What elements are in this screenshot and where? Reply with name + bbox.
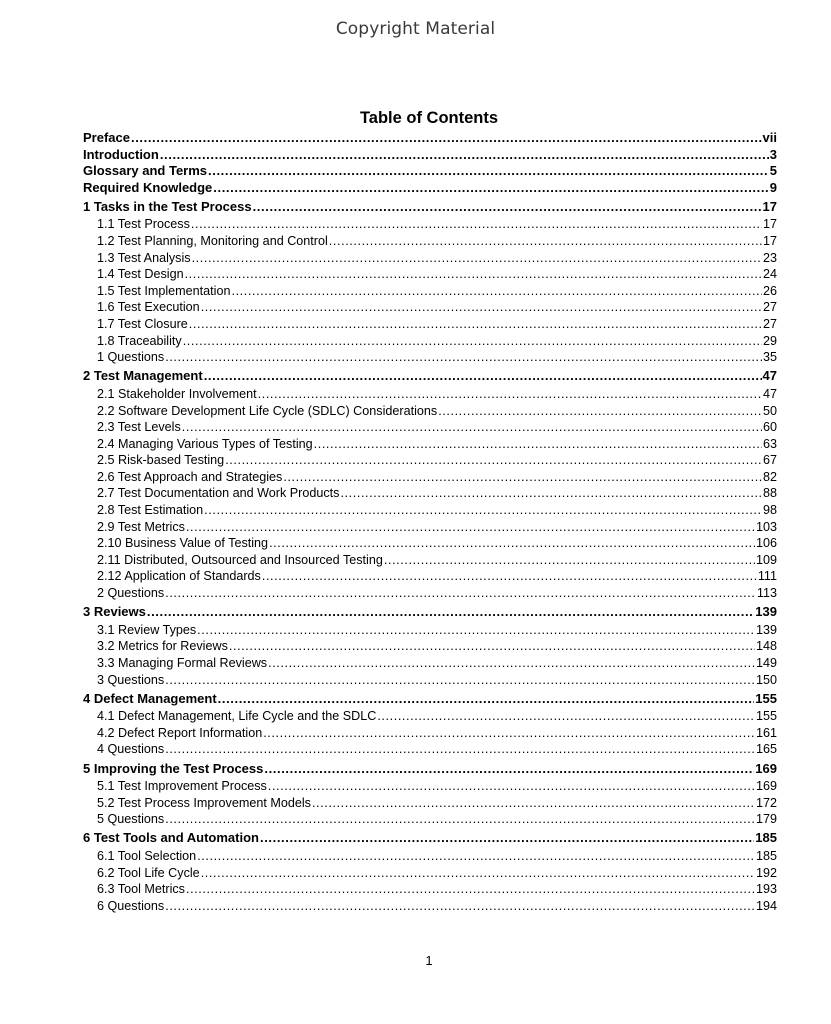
toc-chapter-entry [83, 828, 777, 848]
toc-chapter-entry [83, 130, 777, 147]
toc-section-entry [83, 436, 777, 453]
toc-entry-page: 139 [755, 622, 777, 637]
toc-dot-leader [384, 552, 755, 569]
toc-entry-page: 5 [769, 163, 777, 179]
toc-dot-leader [268, 655, 755, 672]
toc-entry-page: 139 [755, 604, 777, 620]
toc-entry-page: 27 [762, 317, 777, 332]
toc-chapter-entry [83, 366, 777, 386]
toc-entry-page: 148 [755, 639, 777, 654]
toc-entry-label: 3 Questions [97, 672, 165, 687]
toc-entry-page: 193 [755, 882, 777, 897]
toc-entry-label: 3.2 Metrics for Reviews [97, 639, 228, 654]
toc-entry-page: 103 [755, 519, 777, 534]
toc-entry-label: 6.3 Tool Metrics [97, 882, 185, 897]
toc-entry-label: Introduction [83, 146, 159, 162]
toc-entry-label: 2.6 Test Approach and Strategies [97, 469, 283, 484]
toc-entry-label: 2 Questions [97, 586, 165, 601]
toc-entry-page: 194 [755, 898, 777, 913]
toc-chapter-entry [83, 688, 777, 708]
toc-section-entry [83, 725, 777, 742]
toc-entry-page: 24 [762, 267, 777, 282]
toc-entry-label: 1.4 Test Design [97, 267, 184, 282]
toc-entry-page: 3 [769, 146, 777, 162]
toc-dot-leader [189, 316, 762, 333]
toc-dot-leader [201, 865, 755, 882]
toc-dot-leader [192, 250, 762, 267]
toc-entry-page: 50 [762, 403, 777, 418]
toc-section-entry [83, 419, 777, 436]
toc-dot-leader [438, 403, 762, 420]
toc-entry-label: 6.1 Tool Selection [97, 848, 197, 863]
toc-entry-label: 2.10 Business Value of Testing [97, 536, 269, 551]
toc-entry-page: 23 [762, 250, 777, 265]
toc-entry-label: 2.4 Managing Various Types of Testing [97, 436, 313, 451]
toc-dot-leader [269, 535, 755, 552]
toc-entry-page: 17 [762, 217, 777, 232]
toc-section-entry [83, 233, 777, 250]
toc-entry-label: 3.1 Review Types [97, 622, 197, 637]
toc-dot-leader [201, 299, 762, 316]
toc-entry-label: 1.5 Test Implementation [97, 283, 231, 298]
toc-entry-page: 109 [755, 552, 777, 567]
toc-chapter-entry [83, 196, 777, 216]
toc-section-entry [83, 266, 777, 283]
toc-entry-page: 155 [755, 690, 777, 706]
toc-dot-leader [191, 216, 762, 233]
toc-entry-page: 82 [762, 469, 777, 484]
toc-section-entry [83, 502, 777, 519]
toc-dot-leader [165, 811, 755, 828]
toc-entry-label: 3.3 Managing Formal Reviews [97, 655, 268, 670]
toc-section-entry [83, 672, 777, 689]
toc-dot-leader [197, 622, 755, 639]
toc-section-entry [83, 333, 777, 350]
toc-dot-leader [213, 180, 768, 197]
toc-section-entry [83, 250, 777, 267]
toc-dot-leader [186, 881, 755, 898]
toc-section-entry [83, 403, 777, 420]
toc-entry-page: 60 [762, 420, 777, 435]
toc-dot-leader [165, 585, 756, 602]
toc-entry-label: 1.2 Test Planning, Monitoring and Control [97, 234, 328, 249]
toc-entry-label: 2.3 Test Levels [97, 420, 181, 435]
toc-section-entry [83, 568, 777, 585]
toc-entry-label: 5.2 Test Process Improvement Models [97, 795, 311, 810]
copyright-header: Copyright Material [335, 19, 496, 39]
toc-dot-leader [204, 502, 762, 519]
toc-entry-page: 161 [755, 725, 777, 740]
toc-dot-leader [131, 130, 762, 147]
toc-entry-label: 6.2 Tool Life Cycle [97, 865, 200, 880]
toc-dot-leader [147, 603, 754, 622]
toc-entry-label: 4.1 Defect Management, Life Cycle and the SDLC [97, 709, 377, 724]
toc-entry-page: 17 [762, 198, 777, 214]
toc-dot-leader [263, 725, 755, 742]
toc-dot-leader [165, 741, 755, 758]
toc-dot-leader [314, 436, 762, 453]
toc-dot-leader [183, 333, 762, 350]
toc-entry-label: 4 Questions [97, 742, 165, 757]
toc-section-entry [83, 283, 777, 300]
toc-entry-label: 1.3 Test Analysis [97, 250, 191, 265]
toc-dot-leader [204, 367, 762, 386]
toc-section-entry [83, 622, 777, 639]
toc-section-entry [83, 535, 777, 552]
page-number: 1 [425, 953, 433, 968]
toc-entry-label: 5.1 Test Improvement Process [97, 779, 267, 794]
toc-dot-leader [165, 898, 755, 915]
toc-entry-label: 1.7 Test Closure [97, 317, 188, 332]
toc-entry-page: 169 [755, 760, 777, 776]
toc-entry-label: 2.7 Test Documentation and Work Products [97, 486, 340, 501]
toc-dot-leader [312, 795, 755, 812]
toc-dot-leader [329, 233, 762, 250]
toc-section-entry [83, 585, 777, 602]
toc-entry-label: 3 Reviews [83, 604, 146, 620]
toc-section-entry [83, 519, 777, 536]
toc-entry-page: 155 [755, 709, 777, 724]
toc-entry-page: 35 [762, 350, 777, 365]
toc-entry-label: 1.1 Test Process [97, 217, 190, 232]
toc-entry-page: 179 [755, 812, 777, 827]
toc-entry-label: 2.12 Application of Standards [97, 569, 261, 584]
toc-dot-leader [264, 760, 754, 779]
toc-entry-page: 47 [762, 368, 777, 384]
toc-dot-leader [160, 147, 769, 164]
toc-dot-leader [268, 778, 755, 795]
toc-entry-page: 26 [762, 283, 777, 298]
toc-entry-page: 185 [755, 830, 777, 846]
toc-chapter-entry [83, 602, 777, 622]
toc-entry-label: 5 Questions [97, 812, 165, 827]
toc-dot-leader [253, 198, 762, 217]
toc-dot-leader [262, 568, 757, 585]
toc-title: Table of Contents [359, 109, 499, 127]
toc-entry-page: 106 [755, 536, 777, 551]
toc-chapter-entry [83, 147, 777, 164]
toc-dot-leader [340, 485, 762, 502]
toc-dot-leader [258, 386, 762, 403]
toc-entry-page: 113 [756, 586, 777, 601]
toc-section-entry [83, 655, 777, 672]
toc-dot-leader [283, 469, 762, 486]
toc-entry-label: 2.1 Stakeholder Involvement [97, 386, 257, 401]
toc-entry-label: 2.11 Distributed, Outsourced and Insourced Testing [97, 552, 383, 567]
toc-section-entry [83, 349, 777, 366]
toc-entry-page: 111 [757, 569, 777, 584]
toc-section-entry [83, 216, 777, 233]
toc-section-entry [83, 741, 777, 758]
toc-entry-label: 2 Test Management [83, 368, 203, 384]
toc-section-entry [83, 469, 777, 486]
toc-entry-label: 1.6 Test Execution [97, 300, 200, 315]
toc-entry-page: 17 [762, 234, 777, 249]
toc-entry-label: 2.2 Software Development Life Cycle (SDLC) Considerations [97, 403, 438, 418]
table-of-contents [83, 130, 777, 914]
toc-section-entry [83, 316, 777, 333]
toc-entry-label: 2.5 Risk-based Testing [97, 453, 225, 468]
toc-entry-page: vii [762, 130, 777, 145]
toc-entry-page: 169 [755, 779, 777, 794]
toc-dot-leader [165, 349, 762, 366]
toc-entry-label: Glossary and Terms [83, 163, 208, 179]
toc-section-entry [83, 898, 777, 915]
toc-dot-leader [185, 266, 762, 283]
toc-dot-leader [208, 163, 769, 180]
toc-dot-leader [377, 708, 755, 725]
toc-section-entry [83, 778, 777, 795]
toc-dot-leader [186, 519, 755, 536]
toc-chapter-entry [83, 758, 777, 778]
toc-section-entry [83, 452, 777, 469]
toc-dot-leader [165, 672, 755, 689]
toc-entry-page: 172 [755, 795, 777, 810]
toc-entry-page: 149 [755, 655, 777, 670]
toc-chapter-entry [83, 180, 777, 197]
toc-entry-page: 27 [762, 300, 777, 315]
toc-dot-leader [182, 419, 762, 436]
toc-entry-label: 5 Improving the Test Process [83, 760, 264, 776]
toc-entry-page: 185 [755, 848, 777, 863]
toc-entry-label: Preface [83, 130, 130, 145]
toc-entry-label: 1 Questions [97, 350, 165, 365]
toc-dot-leader [197, 848, 755, 865]
toc-entry-label: Required Knowledge [83, 179, 213, 195]
toc-entry-page: 47 [762, 386, 777, 401]
toc-entry-label: 2.9 Test Metrics [97, 519, 185, 534]
toc-section-entry [83, 708, 777, 725]
toc-entry-label: 1.8 Traceability [97, 333, 182, 348]
toc-section-entry [83, 811, 777, 828]
toc-entry-page: 192 [755, 865, 777, 880]
toc-entry-page: 98 [762, 503, 777, 518]
toc-entry-page: 9 [769, 179, 777, 195]
toc-entry-label: 1 Tasks in the Test Process [83, 198, 252, 214]
toc-dot-leader [229, 638, 755, 655]
toc-entry-page: 63 [762, 436, 777, 451]
toc-entry-page: 88 [762, 486, 777, 501]
toc-section-entry [83, 865, 777, 882]
toc-entry-page: 150 [755, 672, 777, 687]
toc-dot-leader [231, 283, 762, 300]
toc-entry-label: 4.2 Defect Report Information [97, 725, 263, 740]
toc-section-entry [83, 638, 777, 655]
toc-chapter-entry [83, 163, 777, 180]
toc-section-entry [83, 552, 777, 569]
toc-dot-leader [225, 452, 762, 469]
toc-entry-label: 6 Questions [97, 898, 165, 913]
toc-section-entry [83, 299, 777, 316]
toc-section-entry [83, 386, 777, 403]
toc-dot-leader [218, 690, 755, 709]
toc-section-entry [83, 848, 777, 865]
toc-entry-page: 165 [755, 742, 777, 757]
toc-dot-leader [260, 829, 754, 848]
toc-entry-label: 6 Test Tools and Automation [83, 830, 259, 846]
toc-section-entry [83, 795, 777, 812]
toc-entry-label: 2.8 Test Estimation [97, 503, 204, 518]
toc-section-entry [83, 485, 777, 502]
toc-entry-page: 67 [762, 453, 777, 468]
toc-entry-label: 4 Defect Management [83, 690, 217, 706]
toc-entry-page: 29 [762, 333, 777, 348]
toc-section-entry [83, 881, 777, 898]
